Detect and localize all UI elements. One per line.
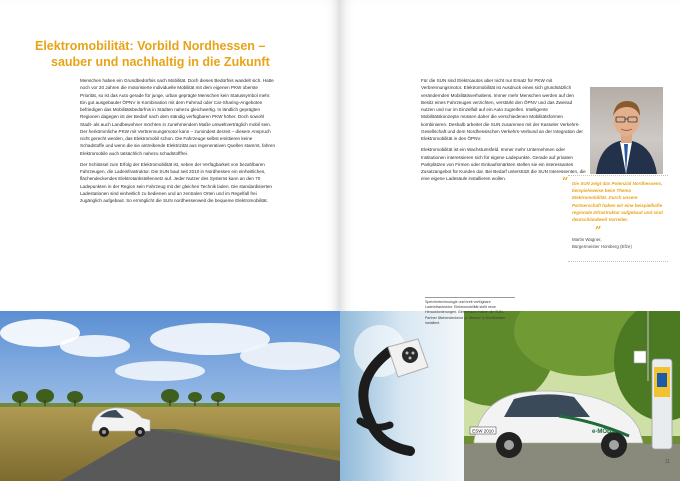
page-number: 11 [665,459,671,465]
photo-charging-station [464,311,680,481]
portrait-photo [590,87,663,174]
headline-line-1: Elektromobilität: Vorbild Nordhessen – [35,39,266,53]
photo-caption: Speichertechnologie und breit verfügbare Ladeinfrastruktur: Elektromobilität stellt neue Herausforderungen. Gemeinsam haben die SUN-Partner flächendeckend „e-Tanken“ in Nordhessen installiert. [425,297,515,326]
right-paragraph-1: Für die SUN sind Elektroautos aber nicht nur Ersatz für PKW mit Verbrennungsmotor. Elektromobilität ist Ausdruck eines sich grundsätzlich verändernden Mobilitätsverhaltens. Immer mehr Menschen werden auf den Besitz eines Fahrzeuges verzichten, verstärkt den ÖPNV und das Zweirad nutzen und nur im Einzelfall auf ein Auto zugreifen. Intelligente Mobilitätskonzepte müssen daher die verschiedenen Mobilitätsformen kombinieren. Deshalb arbeitet die SUN zusammen mit der Kasseler Verkehrs-Gesellschaft und dem Nordhessischen Verkehrs-Verbund an der Integration der Elektromobilität in den ÖPNV. [421,78,583,141]
quote-open-icon: “ [562,175,569,188]
right-paragraph-2: Elektromobilität ist ein Wachstumsfeld. Immer mehr Unternehmen oder Institutionen interessieren sich für eigene Ladepunkte. Gerade auf privaten Parkplätzen von Firmen oder Einkaufsmärkten stellen sie ein interessantes Zusatzangebot für Kunden dar. Bei Bedarf unterstützt die SUN Interessenten, die eine eigene Ladesäule installieren wollen. [421,147,586,182]
left-paragraph-1: Menschen haben ein Grundbedürfnis nach Mobilität. Doch dieses Bedürfnis wandelt sich. Hatte noch vor 20 Jahren die motorisierte individuelle Mobilität mit dem eigenen PKW oberste Priorität, so ist das Auto gerade für junge, urban geprägte Menschen kein Statussymbol mehr. Ein gut ausgebauter ÖPNV in Kombination mit dem Fahrrad oder Car-Sharing-Angeboten befriedigen das Mobilitätsbedürfnis in Städten nahezu gleichwertig. In ländlich geprägten Regionen dagegen ist der Bedarf nach dem ständig verfügbaren PKW höher. Doch sowohl Stadt- als auch Landbewohner möchten in zunehmendem Maße umweltverträglich mobil sein. Der herkömmliche PKW mit Verbrennungsmotor kann – zumindest derzeit – diesem Anspruch nicht gerecht werden, das Elektromobil schon. Die Fahrzeuge selbst emittieren keine Schadstoffe und wenn die sie antreibende Elektrizität aus regenerativen Quellen stammt, fahren Elektromobile auch tatsächlich nahezu schadstofffrei. [80,78,276,156]
charging-plug-illustration [340,311,464,481]
quote-author-role: Bürgermeister Homberg (Efze) [572,243,632,249]
left-text-column [80,77,275,208]
quote-box [562,175,668,262]
right-text-column [421,77,587,187]
portrait-illustration [590,87,663,174]
quote-author [572,237,666,251]
photo-electric-car-country-road [0,311,340,481]
quote-author-name: Martin Wagner, [572,237,602,242]
quote-text: Die SUN zeigt das Potenzial Nordhessens, beispielsweise beim Thema Elektromobilität. Durch unsere Partnerschaft haben wir eine beispielhafte regionale Infrastruktur aufgebaut und sind deutschlandweit Vorreiter. [572,181,663,223]
photo-charging-plug [340,311,464,481]
landscape-illustration [0,311,340,481]
left-paragraph-2: Der Schlüssel zum Erfolg der Elektromobilität ist, neben der Verfügbarkeit von bezahlbaren Fahrzeugen, die Ladeinfrastruktur. Die SUN baut seit 2010 in Nordhessen ein einheitliches, flächendeckendes Elektrotankstellennetz auf. Jeder Nutzer des Systems kann an den 70 Ladepunkten in der Region sein Fahrzeug mit der gleichen Technik laden. Die standardisierten Ladestationen sind einheitlich zu bedienen und an zentralen Orten und im Regelfall frei zugänglich aufgebaut. So ermöglicht die SUN nordhessenweit die bequeme Elektromobilität. [80,161,272,203]
headline-line-2: sauber und nachhaltig in die Zukunft [51,55,270,69]
car-side-logo: e-MOBIL [592,429,617,435]
quote-close-icon: ” [595,224,602,237]
license-plate: ESW 2010 [472,428,494,434]
charging-station-illustration [464,311,680,481]
headline [35,38,335,70]
